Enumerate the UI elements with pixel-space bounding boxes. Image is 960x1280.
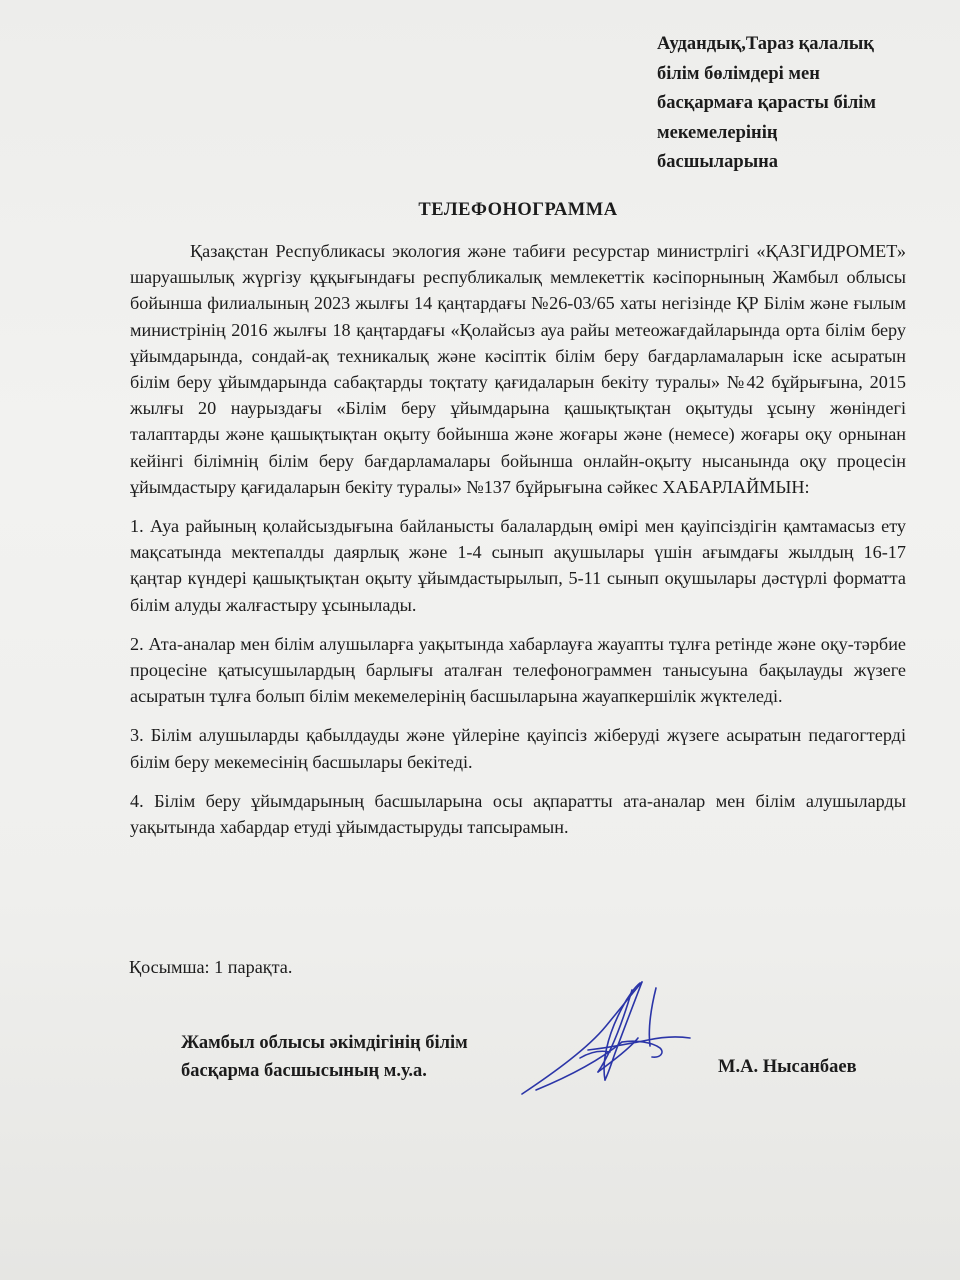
numbered-item: 1. Ауа райының қолайсыздығына байланысты балалардың өмірі мен қауіпсіздігін қамтамасыз ету мақсатында мектепалды даярлық және 1-4 сынып ақушылары үшін ағымдағы жылдың 16-17 қаңтар күндері қашықтықтан оқыту ұйымдастырылып, 5-11 сынып оқушылары дәстүрлі форматта білім алуды жалғастыру ұсынылады. <box>130 516 906 615</box>
document-body <box>130 238 906 840</box>
signer-position <box>181 1029 468 1085</box>
intro-paragraph: Қазақстан Республикасы экология және табиғи ресурстар министрлігі «ҚАЗГИДРОМЕТ» шаруашылық жүргізу құқығындағы республикалық мемлекеттік кәсіпорнының Жамбыл облысы бойынша филиалының 2023 жылғы 14 қаңтардағы №26-03/65 хаты негізінде ҚР Білім және ғылым министрінің 2016 жылғы 18 қаңтардағы «Қолайсыз ауа райы метеожағдайларында орта білім беру ұйымдарында, сондай-ақ техникалық және кәсіптік білім беру бағдарламаларын іске асыратын білім беру ұйымдарында сабақтарды тоқтату қағидаларын бекіту туралы» №42 бұйрығына, 2015 жылғы 20 наурыздағы «Білім беру ұйымдарына қашықтықтан оқытуды ұсыну жөніндегі талаптарды және қашықтықтан оқыту бойынша және жоғары және (немесе) жоғары оқу орнынан кейінгі білімнің білім беру бағдарламалары бойынша онлайн-оқыту нысанында оқу процесін ұйымдастыру қағидаларын бекіту туралы» №137 бұйрығына сәйкес ХАБАРЛАЙМЫН: <box>130 241 906 497</box>
document-title: ТЕЛЕФОНОГРАММА <box>418 200 618 220</box>
signer-title-line: Жамбыл облысы әкімдігінің білім <box>181 1033 468 1053</box>
addressee-line: мекемелерінің <box>657 122 778 143</box>
numbered-item: 4. Білім беру ұйымдарының басшыларына осы ақпаратты ата-аналар мен білім алушыларды уақытында хабардар етуді ұйымдастыруды тапсырамын. <box>130 790 906 838</box>
numbered-item: 3. Білім алушыларды қабылдауды және үйлеріне қауіпсіз жіберуді жүзеге асыратын педагогтерді білім беру мекемесінің басшылары бекітеді. <box>130 725 906 772</box>
numbered-item: 2. Ата-аналар мен білім алушыларға уақытында хабарлауға жауапты тұлға ретінде және оқу-тәрбие процесіне қатысушылардың барлығы аталған телефонограммен танысуына бақылауды жүзеге асыратын тұлға болып білім мекемелерінің басшыларына жауапкершілік жүктеледі. <box>130 633 906 707</box>
signer-title-line: басқарма басшысының м.у.а. <box>181 1061 427 1081</box>
addressee-line: басқармаға қарасты білім <box>657 93 876 113</box>
attachment-note: Қосымша: 1 парақта. <box>129 957 293 977</box>
handwritten-signature <box>510 968 710 1118</box>
addressee-line: білім бөлімдері мен <box>657 63 820 84</box>
addressee-line: басшыларына <box>657 152 779 172</box>
signer-name: М.А. Нысанбаев <box>718 1057 857 1077</box>
addressee-block <box>657 30 937 178</box>
addressee-line: Аудандық,Тараз қалалық <box>657 34 874 54</box>
